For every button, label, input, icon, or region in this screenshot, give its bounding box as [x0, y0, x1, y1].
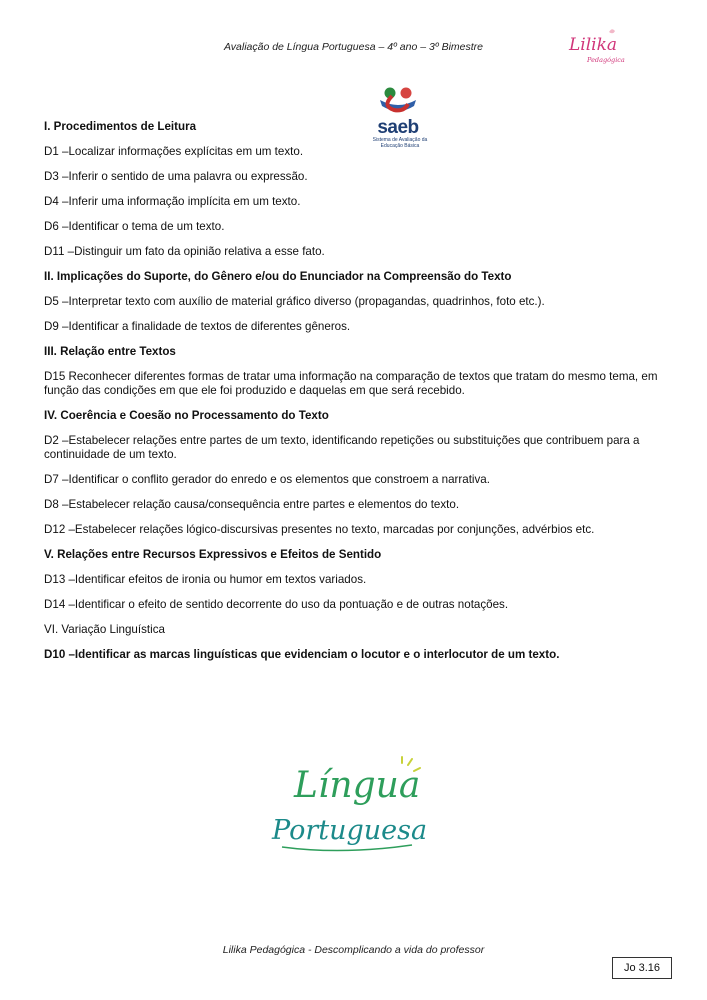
lingua-portuguesa-logo [262, 755, 432, 860]
section-heading-plain: VI. Variação Linguística [44, 623, 165, 636]
descriptor-item: D8 –Estabelecer relação causa/consequência entre partes e elementos do texto. [44, 498, 460, 511]
section-heading: V. Relações entre Recursos Expressivos e Efeitos de Sentido [44, 548, 382, 561]
descriptor-item: D15 Reconhecer diferentes formas de tratar uma informação na comparação de textos que tratam do mesmo tema, em função das condições em que ele foi produzido e daquelas em que será recebido. [44, 370, 658, 397]
descriptor-item: D13 –Identificar efeitos de ironia ou humor em textos variados. [44, 573, 367, 586]
saeb-caption: Sistema de Avaliação da Educação Básica [372, 137, 428, 149]
descriptor-item: D1 –Localizar informações explícitas em um texto. [44, 145, 304, 158]
brand-logo-text: Lilika [569, 35, 618, 55]
section-heading: III. Relação entre Textos [44, 345, 176, 358]
descriptor-item: D2 –Estabelecer relações entre partes de um texto, identificando repetições ou substituições que contribuem para a continuidade de um texto. [44, 434, 640, 461]
descriptor-item: D6 –Identificar o tema de um texto. [44, 220, 225, 233]
logo-word-lingua: Língua [294, 765, 421, 806]
descriptor-item-bold: D10 –Identificar as marcas linguísticas que evidenciam o locutor e o interlocutor de um texto. [44, 648, 560, 661]
page-header-title: Avaliação de Língua Portuguesa – 4º ano – 3º Bimestre [223, 41, 484, 53]
footer-tagline: Lilika Pedagógica - Descomplicando a vida do professor [222, 944, 485, 956]
descriptor-item: D7 –Identificar o conflito gerador do enredo e os elementos que constroem a narrativa. [44, 473, 490, 486]
descriptor-item: D4 –Inferir uma informação implícita em um texto. [44, 195, 301, 208]
lilika-brand-logo [565, 26, 625, 70]
descriptor-item: D9 –Identificar a finalidade de textos de diferentes gêneros. [44, 320, 351, 333]
section-heading: I. Procedimentos de Leitura [44, 120, 197, 133]
page-code-badge: Jo 3.16 [612, 957, 672, 979]
descriptor-item: D14 –Identificar o efeito de sentido decorrente do uso da pontuação e de outras notações. [44, 598, 509, 611]
saeb-emblem-icon [368, 84, 428, 118]
descriptor-item: D3 –Inferir o sentido de uma palavra ou expressão. [44, 170, 308, 183]
descriptor-list [44, 120, 664, 673]
section-heading: II. Implicações do Suporte, do Gênero e/ou do Enunciador na Compreensão do Texto [44, 270, 512, 283]
flower-icon [609, 29, 615, 33]
descriptor-item: D11 –Distinguir um fato da opinião relativa a esse fato. [44, 245, 325, 258]
section-heading: IV. Coerência e Coesão no Processamento do Texto [44, 409, 329, 422]
brand-logo-subtext: Pedagógica [587, 56, 625, 64]
logo-word-portuguesa: Portuguesa [272, 815, 428, 846]
descriptor-item: D12 –Estabelecer relações lógico-discursivas presentes no texto, marcadas por conjunções, advérbios etc. [44, 523, 595, 536]
saeb-wordmark: saeb [377, 117, 419, 138]
descriptor-item: D5 –Interpretar texto com auxílio de material gráfico diverso (propagandas, quadrinhos, foto etc.). [44, 295, 545, 308]
